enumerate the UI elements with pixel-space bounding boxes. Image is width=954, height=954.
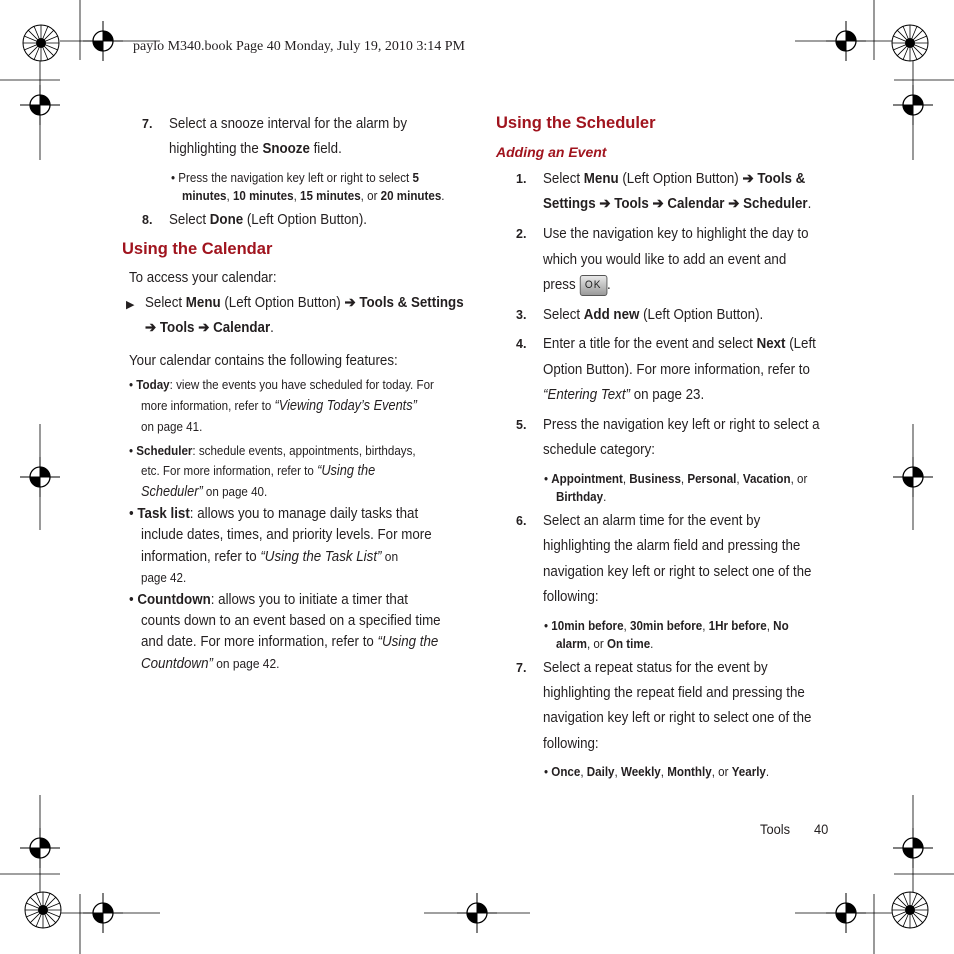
bullet-icon: • xyxy=(129,592,134,608)
bullet-icon: • xyxy=(129,377,134,392)
event-step-4-number: 4. xyxy=(516,337,527,351)
countdown-line4: Countdown” on page 42. xyxy=(141,656,280,672)
features-intro: Your calendar contains the following features: xyxy=(129,353,398,369)
bullet-icon: • xyxy=(129,506,134,522)
tasklist-line4: page 42. xyxy=(141,570,187,585)
countdown-line1: • Countdown: allows you to initiate a timer that xyxy=(129,592,408,608)
repeat-options-line: • Once, Daily, Weekly, Monthly, or Yearly. xyxy=(544,764,770,779)
event-step-6-line3: navigation key left or right to select one of the xyxy=(543,564,812,580)
alarm-options-line1: • 10min before, 30min before, 1Hr before, No xyxy=(544,618,789,633)
today-line1: • Today: view the events you have scheduled for today. For xyxy=(129,377,434,392)
scheduler-line2: etc. For more information, refer to “Using the xyxy=(141,463,376,479)
event-step-5-line1: Press the navigation key left or right to select a xyxy=(543,417,820,433)
step-8-number: 8. xyxy=(142,213,153,227)
calendar-step-line2: ➔ Tools ➔ Calendar. xyxy=(145,320,274,336)
today-line3: on page 41. xyxy=(141,419,203,434)
event-step-6-line1: Select an alarm time for the event by xyxy=(543,513,761,529)
arrow-icon: ➔ xyxy=(145,320,157,336)
event-step-7-line1: Select a repeat status for the event by xyxy=(543,660,768,676)
tasklist-line2: include dates, times, and priority levels. For more xyxy=(141,527,432,543)
alarm-options-line2: alarm, or On time. xyxy=(556,636,654,651)
event-step-2-line3: press OK . xyxy=(543,273,611,298)
ok-key-icon: OK xyxy=(579,275,607,296)
event-step-2-line2: which you would like to add an event and xyxy=(543,252,787,268)
bullet-icon: • xyxy=(544,471,549,486)
page-number: 40 xyxy=(814,821,829,837)
category-options-line2: Birthday. xyxy=(556,489,607,504)
arrow-icon: ➔ xyxy=(652,196,664,212)
event-step-4-line3: “Entering Text” on page 23. xyxy=(543,387,705,403)
calendar-heading: Using the Calendar xyxy=(122,240,273,258)
bullet-icon: • xyxy=(544,764,549,779)
event-step-5-number: 5. xyxy=(516,418,527,432)
footer-section: Tools xyxy=(760,821,791,837)
step-7-line2: highlighting the Snooze field. xyxy=(169,141,342,157)
category-options-line1: • Appointment, Business, Personal, Vacation, or xyxy=(544,471,808,486)
step-7-number: 7. xyxy=(142,117,153,131)
today-line2: more information, refer to “Viewing Today’s Events” xyxy=(141,398,417,414)
calendar-step-line1: Select Menu (Left Option Button) ➔ Tools & Settings xyxy=(145,295,464,311)
event-step-1-line1: Select Menu (Left Option Button) ➔ Tools & xyxy=(543,171,806,187)
arrow-icon: ➔ xyxy=(198,320,210,336)
event-step-3-number: 3. xyxy=(516,308,527,322)
calendar-intro: To access your calendar: xyxy=(129,270,277,286)
bullet-icon: • xyxy=(171,170,176,185)
arrow-icon: ➔ xyxy=(599,196,611,212)
event-step-6-line4: following: xyxy=(543,589,599,605)
event-step-1-line2: Settings ➔ Tools ➔ Calendar ➔ Scheduler. xyxy=(543,196,812,212)
event-step-6-line2: highlighting the alarm field and pressing the xyxy=(543,538,801,554)
event-step-7-number: 7. xyxy=(516,661,527,675)
event-step-7-line4: following: xyxy=(543,736,599,752)
countdown-line3: and date. For more information, refer to “Using the xyxy=(141,634,439,650)
event-step-7-line3: navigation key left or right to select one of the xyxy=(543,710,812,726)
event-step-4-line2: Option Button). For more information, refer to xyxy=(543,362,810,378)
arrow-icon: ➔ xyxy=(742,171,754,187)
adding-event-subheading: Adding an Event xyxy=(496,144,607,160)
bullet-icon: • xyxy=(129,443,134,458)
triangle-bullet-icon: ▶ xyxy=(126,299,135,311)
bullet-icon: • xyxy=(544,618,549,633)
scheduler-heading: Using the Scheduler xyxy=(496,114,656,132)
arrow-icon: ➔ xyxy=(344,295,356,311)
event-step-2-number: 2. xyxy=(516,227,527,241)
countdown-line2: counts down to an event based on a specified time xyxy=(141,613,441,629)
scheduler-line3: Scheduler” on page 40. xyxy=(141,484,268,500)
event-step-1-number: 1. xyxy=(516,172,527,186)
book-header: paylo M340.book Page 40 Monday, July 19, 2010 3:14 PM xyxy=(133,39,465,54)
event-step-6-number: 6. xyxy=(516,514,527,528)
event-step-5-line2: schedule category: xyxy=(543,442,655,458)
event-step-2-line1: Use the navigation key to highlight the day to xyxy=(543,226,809,242)
tasklist-line3: information, refer to “Using the Task List” on xyxy=(141,549,399,565)
scheduler-line1: • Scheduler: schedule events, appointments, birthdays, xyxy=(129,443,416,458)
step-7-line1: Select a snooze interval for the alarm by xyxy=(169,116,408,132)
event-step-3-text: Select Add new (Left Option Button). xyxy=(543,307,764,323)
snooze-options-bullet: • Press the navigation key left or right to select 5 xyxy=(171,170,419,185)
step-8-text: Select Done (Left Option Button). xyxy=(169,212,367,228)
event-step-4-line1: Enter a title for the event and select Next (Left xyxy=(543,336,816,352)
event-step-7-line2: highlighting the repeat field and pressing the xyxy=(543,685,805,701)
arrow-icon: ➔ xyxy=(728,196,740,212)
snooze-options-line2: minutes, 10 minutes, 15 minutes, or 20 minutes. xyxy=(182,188,445,203)
tasklist-line1: • Task list: allows you to manage daily tasks that xyxy=(129,506,419,522)
